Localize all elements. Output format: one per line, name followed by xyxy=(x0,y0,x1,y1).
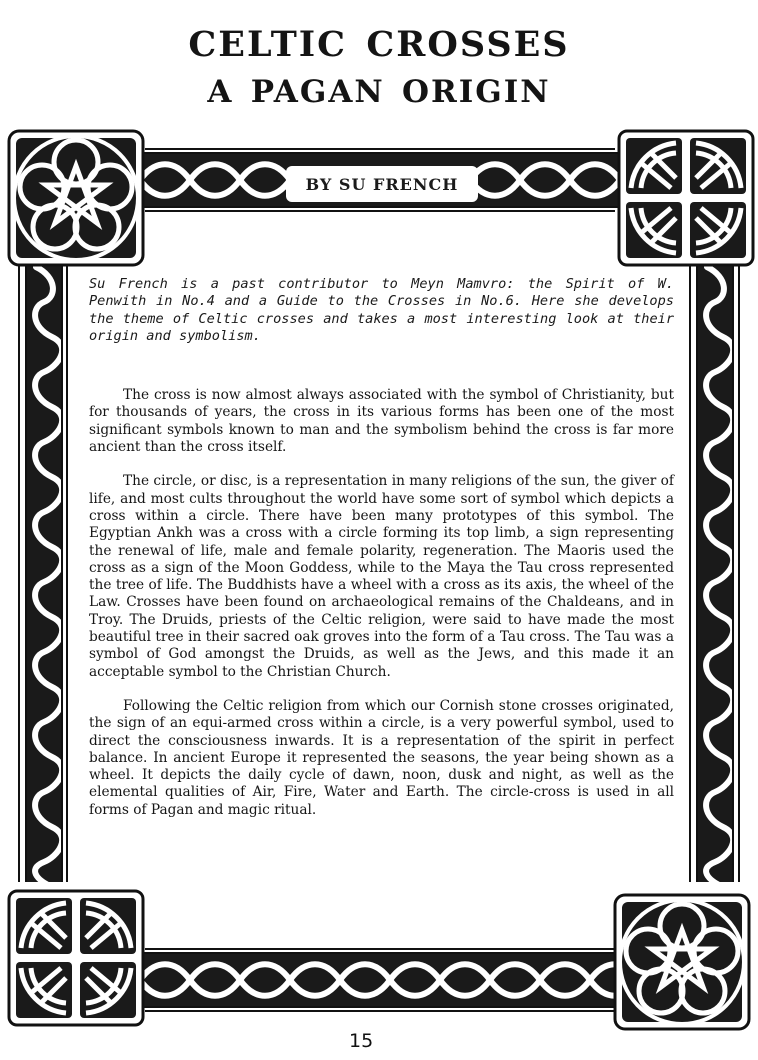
pentacle-knot-icon xyxy=(6,128,146,268)
knotwork-icon xyxy=(140,954,620,1006)
right-border-rail xyxy=(738,262,740,882)
paragraph-2: The circle, or disc, is a representation in many religions of the sun, the giver of life, and most cults throughout the world have some sort of symbol which depicts a cross within a circle. There have been many prototypes of this symbol. The Egyptian Ankh was a cross with a circle forming its top limb, a sign representing the renewal of life, male and female polarity, regeneration. The Maoris used the cross as a sign of the Moon Goddess, while to the Maya the Tau cross represented the tree of life. The Buddhists have a wheel with a cross as its axis, the wheel of the Law. Crosses have been found on archaeological remains of the Chaldeans, and in Troy. The Druids, priests of the Celtic religion, were said to have made the most beautiful tree in their sacred oak groves into the form of a Tau cross. The Tau was a symbol of God amongst the Druids, as well as the Jews, and this made it an acceptable symbol to the Christian Church. xyxy=(89,473,674,680)
article-body xyxy=(89,276,674,836)
left-scroll-band xyxy=(25,262,63,882)
bottom-knotwork-band xyxy=(140,952,620,1008)
quartered-knot-icon xyxy=(616,128,756,268)
right-inner-rail xyxy=(689,262,691,882)
article-title xyxy=(0,0,758,113)
s-scroll-icon xyxy=(698,262,732,882)
pentacle-knot-icon xyxy=(612,892,752,1032)
byline: BY SU FRENCH xyxy=(305,174,459,194)
paragraph-1: The cross is now almost always associated with the symbol of Christianity, but for thousands of years, the cross in its various forms has been one of the most significant symbols known to man and the symbolism behind the cross is far more ancient than the cross itself. xyxy=(89,387,674,456)
title-line-2: a pagan origin xyxy=(207,62,551,113)
quartered-knot-icon xyxy=(6,888,146,1028)
paragraph-3: Following the Celtic religion from which our Cornish stone crosses originated, the sign of an equi-armed cross within a circle, is a very powerful symbol, used to direct the consciousness inwards. It is a representation of the spirit in perfect balance. In ancient Europe it represented the seasons, the year being shown as a wheel. It depicts the daily cycle of dawn, noon, dusk and night, as well as the elemental qualities of Air, Fire, Water and Earth. The circle-cross is used in all forms of Pagan and magic ritual. xyxy=(89,697,674,818)
right-scroll-band xyxy=(696,262,734,882)
article-intro: Su French is a past contributor to Meyn Mamvro: the Spirit of W. Penwith in No.4 and a Guide to the Crosses in No.6. Here she develops the theme of Celtic crosses and takes a most interesting look at their origin and symbolism. xyxy=(89,276,674,344)
left-inner-rail xyxy=(66,262,68,882)
byline-panel xyxy=(286,166,478,202)
left-border-rail xyxy=(18,262,20,882)
s-scroll-icon xyxy=(27,262,61,882)
title-line-1: celtic crosses xyxy=(188,9,570,68)
page-number: 15 xyxy=(349,1030,374,1052)
